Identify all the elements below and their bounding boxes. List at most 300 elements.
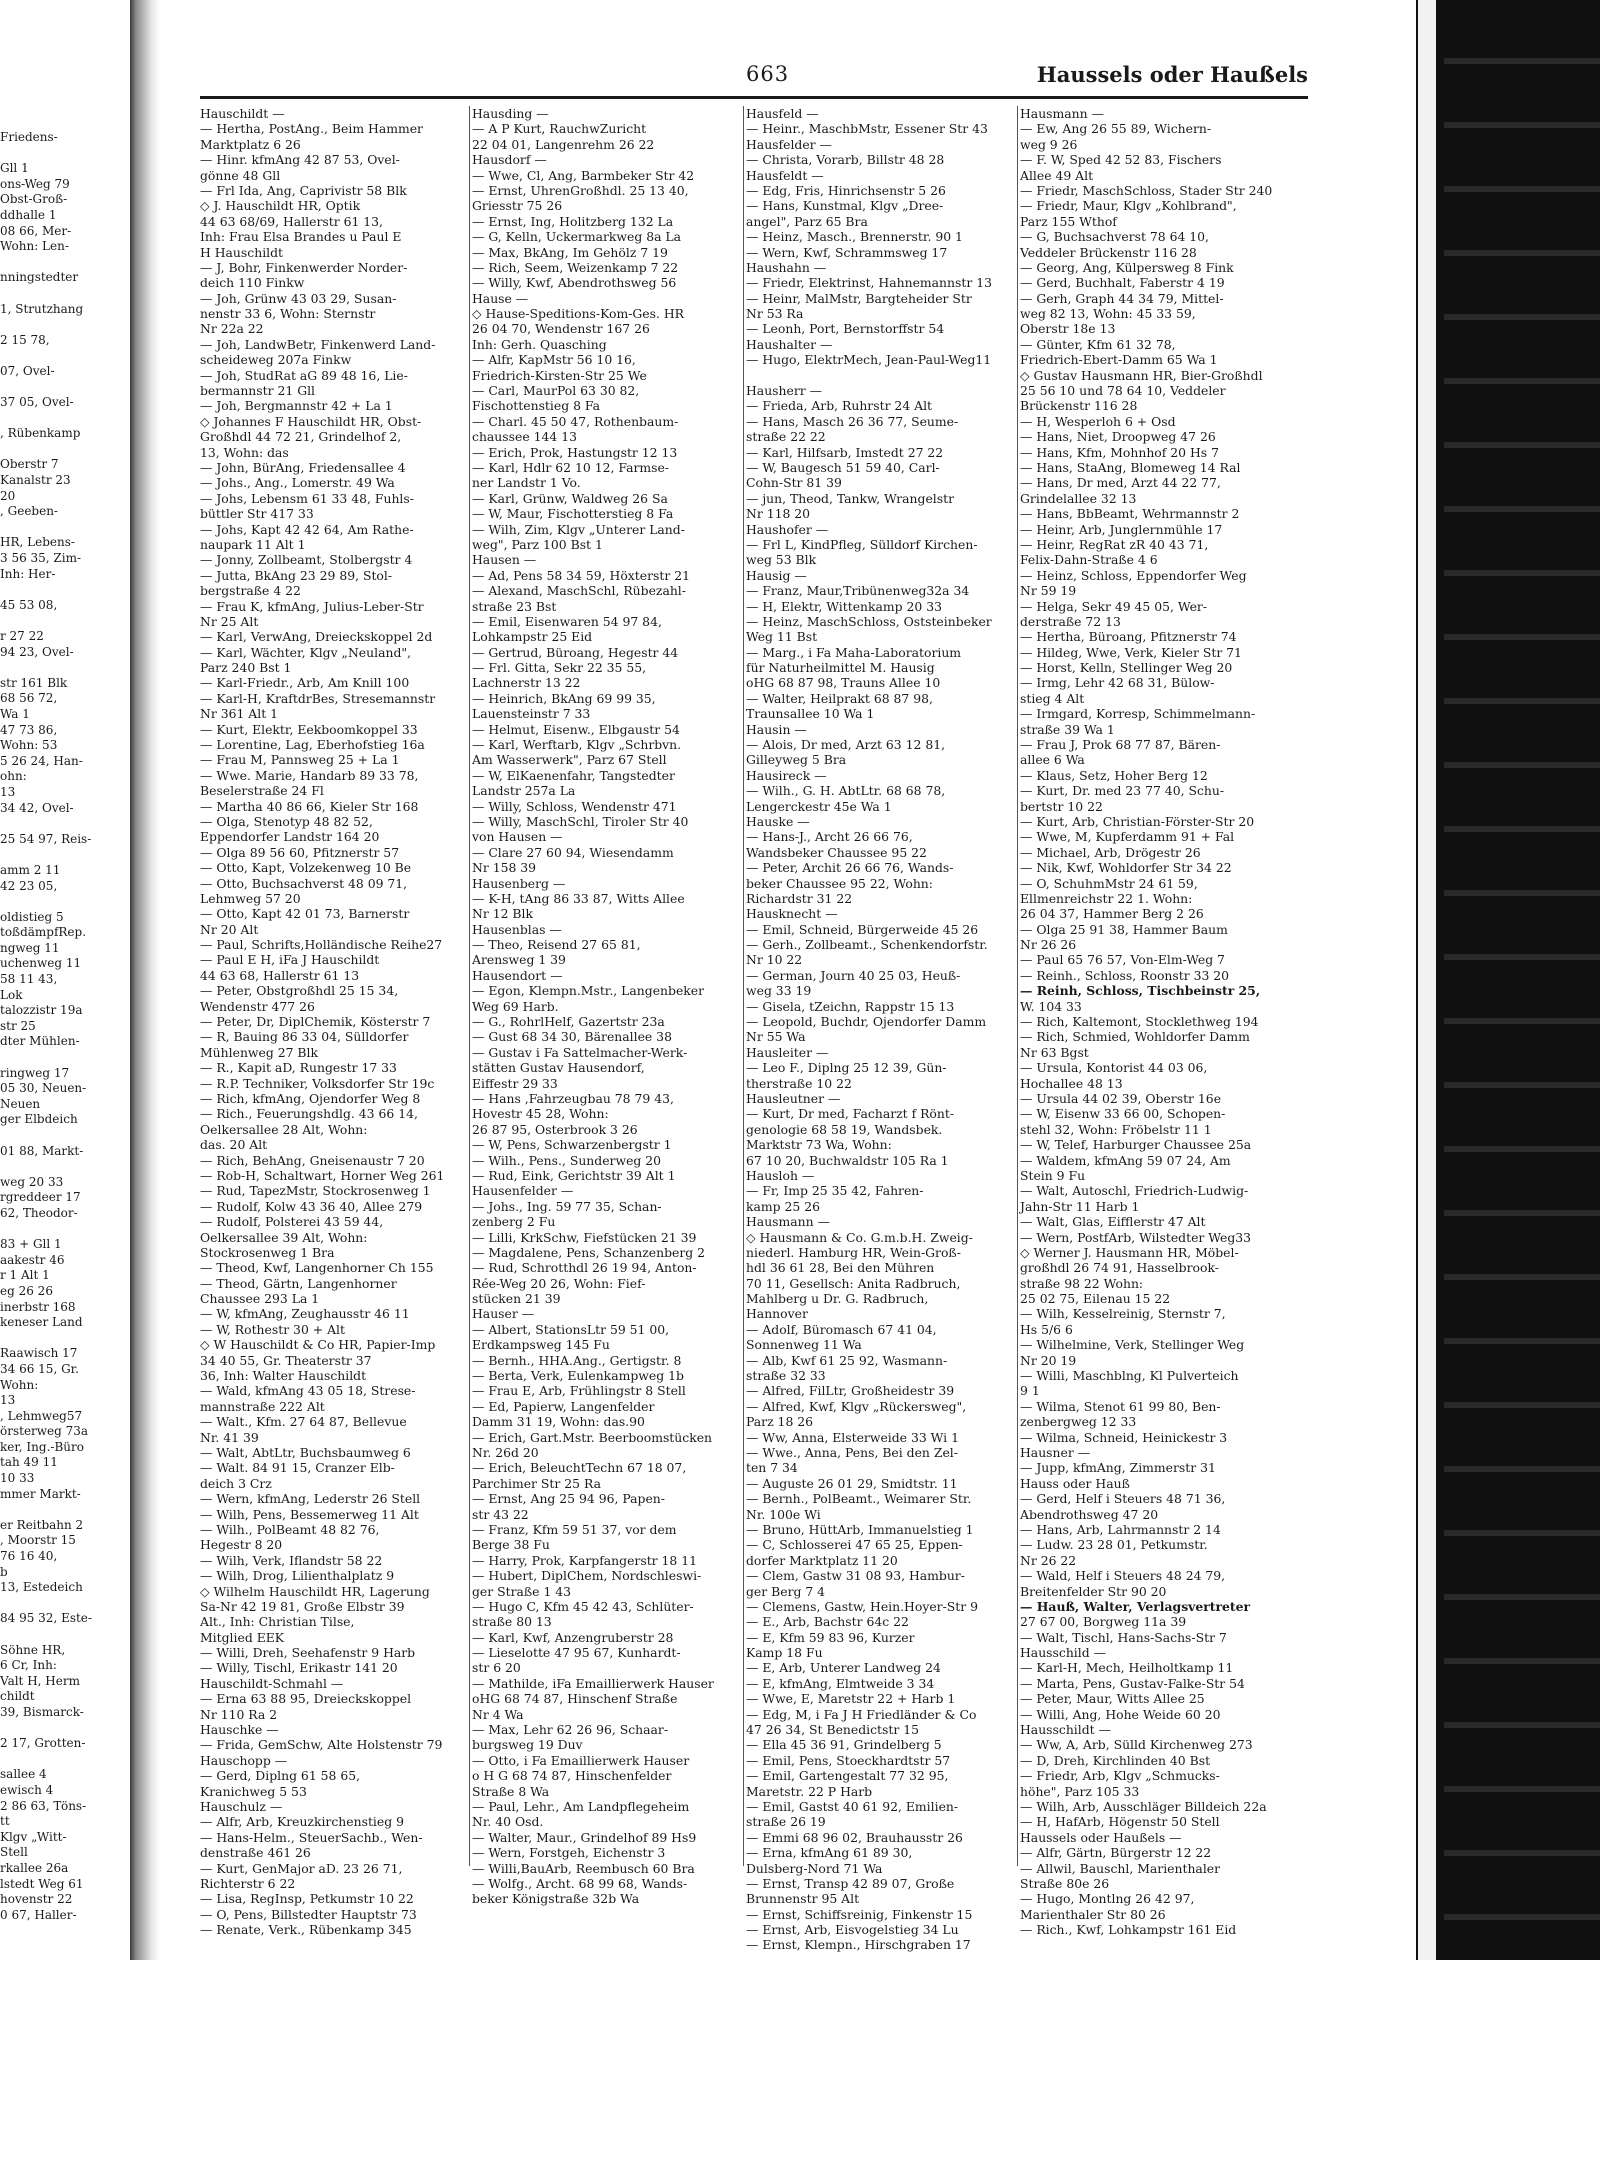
page-header: [200, 62, 1308, 98]
fragment-line: örsterweg 73a: [0, 1424, 89, 1439]
directory-entry: Wandsbeker Chaussee 95 22: [746, 844, 927, 860]
directory-entry: Lachnerstr 13 22: [472, 675, 581, 691]
directory-entry: — Alfred, FilLtr, Großheidestr 39: [746, 1383, 955, 1399]
directory-entry: ◇ Werner J. Hausmann HR, Möbel-: [1020, 1244, 1239, 1260]
directory-entry: Chaussee 293 La 1: [200, 1291, 320, 1307]
directory-entry: denstraße 461 26: [200, 1845, 311, 1861]
directory-entry: Nr. 26d 20: [472, 1444, 539, 1460]
fragment-line: [0, 255, 128, 271]
directory-entry: Straße 8 Wa: [472, 1783, 550, 1799]
directory-entry: — Charl. 45 50 47, Rothenbaum-: [472, 413, 679, 429]
fragment-line: er Reitbahn 2: [0, 1517, 84, 1532]
column-divider: [1017, 106, 1018, 1866]
directory-column-1: [200, 106, 466, 1938]
directory-entry: — Ernst, Klempn., Hirschgraben 17: [746, 1937, 971, 1953]
directory-entry: Dulsberg-Nord 71 Wa: [746, 1860, 883, 1876]
fragment-line: Raawisch 17: [0, 1346, 78, 1361]
directory-entry: — Rud, Eink, Gerichtstr 39 Alt 1: [472, 1167, 676, 1183]
directory-entry: stehl 32, Wohn: Fröbelstr 11 1: [1020, 1121, 1212, 1137]
directory-entry: — Hans-Helm., SteuerSachb., Wen-: [200, 1829, 423, 1845]
directory-entry: Griesstr 75 26: [472, 198, 563, 214]
directory-entry: — Hans, Kfm, Mohnhof 20 Hs 7: [1020, 444, 1219, 460]
directory-entry: — Johs., Ang., Lomerstr. 49 Wa: [200, 475, 395, 491]
fragment-line: [0, 520, 128, 536]
surname-heading: Haushahn —: [746, 259, 827, 275]
directory-entry: Alt., Inh: Christian Tilse,: [200, 1614, 355, 1630]
directory-entry: — Ernst, Schiffsreinig, Finkenstr 15: [746, 1906, 973, 1922]
directory-entry: — Paul 65 76 57, Von-Elm-Weg 7: [1020, 952, 1225, 968]
directory-entry: — Jonny, Zollbeamt, Stolbergstr 4: [200, 552, 413, 568]
fragment-line: [0, 1502, 128, 1518]
directory-entry: — Erich, Gart.Mstr. Beerboomstücken: [472, 1429, 713, 1445]
directory-entry: — F. W, Sped 42 52 83, Fischers: [1020, 152, 1222, 168]
fragment-line: Valt H, Herm: [0, 1673, 80, 1688]
fragment-line: 62, Theodor-: [0, 1205, 78, 1220]
directory-entry: — Frl Ida, Ang, Caprivistr 58 Blk: [200, 182, 407, 198]
fragment-line: ngweg 11: [0, 940, 60, 955]
directory-entry: — Gerh, Graph 44 34 79, Mittel-: [1020, 290, 1224, 306]
directory-entry: straße 32 33: [746, 1368, 826, 1384]
directory-entry: — Wwe. Marie, Handarb 89 33 78,: [200, 767, 419, 783]
directory-entry: — Irmgard, Korresp, Schimmelmann-: [1020, 706, 1256, 722]
fragment-line: 01 88, Markt-: [0, 1143, 84, 1158]
directory-entry: — Leo F., Diplng 25 12 39, Gün-: [746, 1060, 947, 1076]
fragment-line: b: [0, 1564, 8, 1579]
directory-entry: — Ed, Papierw, Langenfelder: [472, 1398, 655, 1414]
directory-entry: — Leonh, Port, Bernstorffstr 54: [746, 321, 945, 337]
running-head: Haussels oder Haußels: [1036, 62, 1308, 87]
surname-heading: Hausner —: [1020, 1444, 1091, 1460]
directory-entry: — Wilh, Drog, Lilienthalplatz 9: [200, 1568, 395, 1584]
directory-entry: — Gertrud, Büroang, Hegestr 44: [472, 644, 679, 660]
directory-entry: — Rich, BehAng, Gneisenaustr 7 20: [200, 1152, 425, 1168]
fragment-line: [0, 894, 128, 910]
fragment-line: 68 56 72,: [0, 691, 58, 706]
directory-entry: höhe", Parz 105 33: [1020, 1783, 1140, 1799]
directory-entry: allee 6 Wa: [1020, 752, 1085, 768]
directory-entry: — Emil, Gastst 40 61 92, Emilien-: [746, 1798, 959, 1814]
directory-entry: straße 23 Bst: [472, 598, 557, 614]
directory-entry: — Max, Lehr 62 26 96, Schaar-: [472, 1722, 669, 1738]
directory-entry: 47 26 34, St Benedictstr 15: [746, 1722, 919, 1738]
directory-entry: — Wwe., Anna, Pens, Bei den Zel-: [746, 1444, 958, 1460]
directory-entry: — Walt, AbtLtr, Buchsbaumweg 6: [200, 1444, 411, 1460]
fragment-line: keneser Land: [0, 1315, 83, 1330]
directory-entry: — Ad, Pens 58 34 59, Höxterstr 21: [472, 567, 690, 583]
directory-entry: — Ernst, Ang 25 94 96, Papen-: [472, 1491, 665, 1507]
directory-entry: Inh: Frau Elsa Brandes u Paul E: [200, 229, 402, 245]
directory-entry: — Walt., Kfm. 27 64 87, Bellevue: [200, 1414, 407, 1430]
fragment-line: Lok: [0, 987, 23, 1002]
fragment-line: 58 11 43,: [0, 972, 58, 987]
fragment-line: Klgv „Witt-: [0, 1829, 67, 1844]
directory-entry: — Hans, Kunstmal, Klgv „Dree-: [746, 198, 944, 214]
directory-entry: — Wald, kfmAng 43 05 18, Strese-: [200, 1383, 416, 1399]
directory-entry: Nr 26 22: [1020, 1552, 1077, 1568]
directory-entry: — Gerd, Diplng 61 58 65,: [200, 1768, 361, 1784]
directory-entry: dorfer Marktplatz 11 20: [746, 1552, 898, 1568]
surname-heading: Hauschke —: [200, 1722, 279, 1738]
directory-entry: — E, kfmAng, Elmtweide 3 34: [746, 1675, 935, 1691]
directory-entry: — Erna, kfmAng 61 89 30,: [746, 1845, 913, 1861]
directory-entry: — Johs., Ing. 59 77 35, Schan-: [472, 1198, 662, 1214]
directory-entry: — German, Journ 40 25 03, Heuß-: [746, 967, 961, 983]
directory-entry: — A P Kurt, RauchwZuricht: [472, 121, 647, 137]
directory-entry: weg 9 26: [1020, 136, 1078, 152]
directory-entry: Jahn-Str 11 Harb 1: [1020, 1198, 1140, 1214]
directory-entry: — Reinh, Schloss, Tischbeinstr 25,: [1020, 983, 1261, 999]
directory-entry: — Frieda, Arb, Ruhrstr 24 Alt: [746, 398, 933, 414]
directory-entry: — Alfr, Arb, Kreuzkirchenstieg 9: [200, 1814, 404, 1830]
directory-entry: — O, SchuhmMstr 24 61 59,: [1020, 875, 1198, 891]
directory-entry: stieg 4 Alt: [1020, 690, 1085, 706]
fragment-line: 39, Bismarck-: [0, 1704, 84, 1719]
directory-entry: Mühlenweg 27 Blk: [200, 1044, 319, 1060]
fragment-line: ringweg 17: [0, 1065, 70, 1080]
directory-entry: — E, Kfm 59 83 96, Kurzer: [746, 1629, 915, 1645]
directory-entry: — Horst, Kelln, Stellinger Weg 20: [1020, 660, 1233, 676]
fragment-line: tt: [0, 1814, 10, 1829]
directory-entry: Nr 53 Ra: [746, 306, 804, 322]
directory-entry: — Emil, Schneid, Bürgerweide 45 26: [746, 921, 979, 937]
directory-entry: bermannstr 21 Gll: [200, 383, 316, 399]
bleed-through-column: [1444, 0, 1600, 1960]
surname-heading: Hauschulz —: [200, 1798, 283, 1814]
directory-entry: Erdkampsweg 145 Fu: [472, 1337, 610, 1353]
directory-entry: — Willi, Maschblng, Kl Pulverteich: [1020, 1368, 1239, 1384]
fragment-line: [0, 1721, 128, 1737]
directory-entry: — Wolfg., Archt. 68 99 68, Wands-: [472, 1875, 688, 1891]
fragment-line: , Rübenkamp: [0, 426, 81, 441]
directory-entry: bergstraße 4 22: [200, 583, 301, 599]
surname-heading: Hausin —: [746, 721, 807, 737]
directory-entry: Nr 158 39: [472, 860, 537, 876]
directory-entry: Inh: Gerh. Quasching: [472, 336, 607, 352]
directory-entry: — R.P. Techniker, Volksdorfer Str 19c: [200, 1075, 435, 1091]
directory-entry: — Heinz, Schloss, Eppendorfer Weg: [1020, 567, 1247, 583]
fragment-line: 34 42, Ovel-: [0, 800, 74, 815]
directory-entry: — Karl, Wächter, Klgv „Neuland",: [200, 644, 412, 660]
fragment-line: ker, Ing.-Büro: [0, 1439, 84, 1454]
directory-entry: — Ernst, Transp 42 89 07, Große: [746, 1875, 955, 1891]
directory-entry: — Theod, Gärtn, Langenhorner: [200, 1275, 397, 1291]
directory-entry: — Johs, Kapt 42 42 64, Am Rathe-: [200, 521, 414, 537]
directory-entry: Beselerstraße 24 Fl: [200, 783, 324, 799]
fragment-line: Wohn: 53: [0, 738, 58, 753]
directory-entry: — Heinr, MalMstr, Bargteheider Str: [746, 290, 972, 306]
directory-entry: — Walt. 84 91 15, Cranzer Elb-: [200, 1460, 395, 1476]
fragment-line: talozzistr 19a: [0, 1003, 83, 1018]
fragment-line: 34 66 15, Gr.: [0, 1361, 79, 1376]
directory-entry: Nr 55 Wa: [746, 1029, 806, 1045]
directory-entry: — Karl, Grünw, Waldweg 26 Sa: [472, 490, 668, 506]
directory-entry: — Helmut, Eisenw., Elbgaustr 54: [472, 721, 680, 737]
directory-entry: — Olga 89 56 60, Pfitznerstr 57: [200, 844, 400, 860]
directory-entry: — G, Kelln, Uckermarkweg 8a La: [472, 229, 682, 245]
directory-entry: hdl 36 61 28, Bei den Mühren: [746, 1260, 935, 1276]
directory-entry: — Ernst, UhrenGroßhdl. 25 13 40,: [472, 182, 689, 198]
directory-entry: angel", Parz 65 Bra: [746, 213, 868, 229]
directory-entry: Kamp 18 Fu: [746, 1645, 823, 1661]
directory-entry: — Ursula, Kontorist 44 03 06,: [1020, 1060, 1208, 1076]
fragment-line: Stell: [0, 1845, 28, 1860]
directory-entry: Oelkersallee 39 Alt, Wohn:: [200, 1229, 368, 1245]
directory-entry: — Ludw. 23 28 01, Petkumstr.: [1020, 1537, 1208, 1553]
directory-entry: 36, Inh: Walter Hauschildt: [200, 1368, 367, 1384]
directory-entry: — Berta, Verk, Eulenkampweg 1b: [472, 1368, 684, 1384]
fragment-line: [0, 1331, 128, 1347]
directory-entry: — W, Pens, Schwarzenbergstr 1: [472, 1137, 672, 1153]
fragment-line: [0, 411, 128, 427]
directory-entry: Oelkersallee 28 Alt, Wohn:: [200, 1121, 368, 1137]
directory-entry: — Rich., Kwf, Lohkampstr 161 Eid: [1020, 1922, 1237, 1938]
directory-entry: — Joh, Bergmannstr 42 + La 1: [200, 398, 393, 414]
directory-entry: weg 53 Blk: [746, 552, 817, 568]
directory-entry: 70 11, Gesellsch: Anita Radbruch,: [746, 1275, 961, 1291]
directory-entry: Landstr 257a La: [472, 783, 576, 799]
directory-entry: Nr. 41 39: [200, 1429, 259, 1445]
surname-heading: Hausig —: [746, 567, 807, 583]
directory-entry: 34 40 55, Gr. Theaterstr 37: [200, 1352, 372, 1368]
fragment-line: [0, 1596, 128, 1612]
directory-entry: Oberstr 18e 13: [1020, 321, 1116, 337]
directory-entry: — Kurt, Dr med, Facharzt f Rönt-: [746, 1106, 955, 1122]
directory-entry: — Albert, StationsLtr 59 51 00,: [472, 1321, 670, 1337]
directory-entry: — John, BürAng, Friedensallee 4: [200, 459, 406, 475]
directory-entry: — Lisa, RegInsp, Petkumstr 10 22: [200, 1891, 414, 1907]
fragment-line: dter Mühlen-: [0, 1034, 80, 1049]
directory-entry: H Hauschildt: [200, 244, 284, 260]
fragment-line: 13, Estedeich: [0, 1580, 83, 1595]
directory-entry: 25 56 10 und 78 64 10, Veddeler: [1020, 383, 1226, 399]
fragment-line: 2 86 63, Töns-: [0, 1798, 87, 1813]
directory-entry: Marienthaler Str 80 26: [1020, 1906, 1166, 1922]
directory-entry: 26 04 37, Hammer Berg 2 26: [1020, 906, 1204, 922]
directory-entry: — Gustav i Fa Sattelmacher-Werk-: [472, 1044, 688, 1060]
fragment-line: Obst-Groß-: [0, 192, 68, 207]
directory-entry: Eppendorfer Landstr 164 20: [200, 829, 380, 845]
directory-entry: — Helga, Sekr 49 45 05, Wer-: [1020, 598, 1208, 614]
top-margin: [0, 0, 1600, 10]
directory-entry: — K-H, tAng 86 33 87, Witts Allee: [472, 890, 685, 906]
directory-entry: — Heinr, RegRat zR 40 43 71,: [1020, 536, 1209, 552]
fragment-line: [0, 442, 128, 458]
directory-entry: 67 10 20, Buchwaldstr 105 Ra 1: [746, 1152, 949, 1168]
directory-entry: — Rud, Schrotthdl 26 19 94, Anton-: [472, 1260, 697, 1276]
directory-entry: — Bernh., PolBeamt., Weimarer Str.: [746, 1491, 972, 1507]
directory-entry: — Heinz, Masch., Brennerstr. 90 1: [746, 229, 963, 245]
directory-entry: — Kurt, Dr. med 23 77 40, Schu-: [1020, 783, 1225, 799]
directory-entry: Nr 118 20: [746, 506, 811, 522]
directory-entry: — R, Bauing 86 33 04, Sülldorfer: [200, 1029, 409, 1045]
directory-entry: Cohn-Str 81 39: [746, 475, 842, 491]
directory-entry: Parz 18 26: [746, 1414, 814, 1430]
directory-entry: beker Chaussee 95 22, Wohn:: [746, 875, 933, 891]
fragment-line: eg 26 26: [0, 1283, 53, 1298]
directory-entry: — Wilh, Zim, Klgv „Unterer Land-: [472, 521, 685, 537]
directory-entry: Nr. 100e Wi: [746, 1506, 821, 1522]
directory-entry: — Gerd, Helf i Steuers 48 71 36,: [1020, 1491, 1226, 1507]
surname-heading: Hausfelder —: [746, 136, 832, 152]
directory-entry: Parchimer Str 25 Ra: [472, 1475, 601, 1491]
directory-column-2: [472, 106, 738, 1907]
fragment-line: [0, 380, 128, 396]
fragment-line: lstedt Weg 61: [0, 1876, 84, 1891]
surname-heading: Hausloh —: [746, 1167, 815, 1183]
directory-entry: Lehmweg 57 20: [200, 890, 301, 906]
fragment-line: toßdämpfRep.: [0, 925, 87, 940]
directory-entry: — Jutta, BkAng 23 29 89, Stol-: [200, 567, 393, 583]
fragment-line: 5 26 24, Han-: [0, 753, 83, 768]
surname-heading: Hauske —: [746, 813, 810, 829]
directory-entry: — Rich, kfmAng, Ojendorfer Weg 8: [200, 1091, 421, 1106]
directory-entry: — Hertha, PostAng., Beim Hammer: [200, 121, 423, 137]
page-number: 663: [746, 62, 790, 86]
fragment-line: , Lehmweg57: [0, 1408, 83, 1423]
directory-entry: — Wwe, Cl, Ang, Barmbeker Str 42: [472, 167, 695, 183]
directory-entry: büttler Str 417 33: [200, 506, 314, 522]
fragment-line: str 161 Blk: [0, 675, 68, 690]
directory-entry: Nr 20 19: [1020, 1352, 1077, 1368]
directory-entry: — Rich, Schmied, Wohldorfer Damm: [1020, 1029, 1250, 1045]
directory-entry: ◇ Hausmann & Co. G.m.b.H. Zweig-: [746, 1229, 973, 1245]
directory-entry: Hs 5/6 6: [1020, 1321, 1073, 1337]
fragment-line: HR, Lebens-: [0, 535, 75, 550]
fragment-line: 3 56 35, Zim-: [0, 551, 82, 566]
directory-entry: — Christa, Vorarb, Billstr 48 28: [746, 152, 945, 168]
fragment-line: uchenweg 11: [0, 956, 82, 971]
fragment-line: nningstedter: [0, 270, 79, 285]
directory-entry: — Frau M, Pannsweg 25 + La 1: [200, 752, 400, 768]
directory-entry: — Paul, Schrifts,Holländische Reihe27: [200, 937, 443, 953]
directory-entry: — Frau J, Prok 68 77 87, Bären-: [1020, 737, 1221, 753]
directory-entry: Nr 4 Wa: [472, 1706, 524, 1722]
directory-entry: ◇ Gustav Hausmann HR, Bier-Großhdl: [1020, 367, 1263, 383]
directory-entry: straße 98 22 Wohn:: [1020, 1275, 1144, 1291]
directory-entry: — O, Pens, Billstedter Hauptstr 73: [200, 1906, 417, 1922]
directory-entry: — Heinr., MaschbMstr, Essener Str 43: [746, 121, 988, 137]
fragment-line: 45 53 08,: [0, 597, 58, 612]
directory-entry: — Ww, Anna, Elsterweide 33 Wi 1: [746, 1429, 959, 1445]
directory-entry: — jun, Theod, Tankw, Wrangelstr: [746, 490, 955, 506]
surname-heading: Hause —: [472, 290, 529, 306]
fragment-line: Wohn:: [0, 1377, 39, 1392]
directory-entry: Weg 11 Bst: [746, 629, 818, 645]
directory-entry: — W, kfmAng, Zeughausstr 46 11: [200, 1306, 410, 1322]
directory-entry: — Hans ,Fahrzeugbau 78 79 43,: [472, 1091, 674, 1106]
directory-entry: — E, Arb, Unterer Landweg 24: [746, 1660, 941, 1676]
directory-entry: Nr 20 Alt: [200, 921, 259, 937]
directory-entry: gönne 48 Gll: [200, 167, 281, 183]
directory-entry: Lengerckestr 45e Wa 1: [746, 798, 892, 814]
directory-entry: — W, Baugesch 51 59 40, Carl-: [746, 459, 940, 475]
directory-entry: Hannover: [746, 1306, 808, 1322]
directory-entry: — Karl, Kwf, Anzengruberstr 28: [472, 1629, 674, 1645]
fragment-line: 47 73 86,: [0, 722, 58, 737]
directory-entry: — C, Schlosserei 47 65 25, Eppen-: [746, 1537, 963, 1553]
directory-entry: — Mathilde, iFa Emaillierwerk Hauser: [472, 1675, 714, 1691]
directory-entry: ◇ Wilhelm Hauschildt HR, Lagerung: [200, 1583, 430, 1599]
directory-entry: — Clare 27 60 94, Wiesendamm: [472, 844, 674, 860]
directory-entry: Stein 9 Fu: [1020, 1167, 1086, 1183]
directory-entry: — Ernst, Ing, Holitzberg 132 La: [472, 213, 674, 229]
directory-entry: — Frida, GemSchw, Alte Holstenstr 79: [200, 1737, 443, 1753]
directory-entry: Mahlberg u Dr. G. Radbruch,: [746, 1291, 929, 1307]
directory-entry: — Karl, Werftarb, Klgv „Schrbvn.: [472, 737, 682, 753]
directory-entry: Sa-Nr 42 19 81, Große Elbstr 39: [200, 1598, 405, 1614]
directory-entry: — Frau K, kfmAng, Julius-Leber-Str: [200, 598, 424, 614]
directory-entry: — Kurt, GenMajor aD. 23 26 71,: [200, 1860, 403, 1876]
directory-entry: — Fr, Imp 25 35 42, Fahren-: [746, 1183, 924, 1199]
directory-entry: — Heinr, Arb, Junglernmühle 17: [1020, 521, 1223, 537]
fragment-line: 42 23 05,: [0, 878, 58, 893]
surname-heading: Hausenberg —: [472, 875, 566, 891]
surname-heading: Hausknecht —: [746, 906, 838, 922]
directory-entry: — Hugo C, Kfm 45 42 43, Schlüter-: [472, 1598, 694, 1614]
bottom-margin: [0, 1960, 1600, 2177]
surname-heading: Hausen —: [472, 552, 537, 568]
directory-entry: nenstr 33 6, Wohn: Sternstr: [200, 306, 376, 322]
fragment-line: mmer Markt-: [0, 1486, 81, 1501]
fragment-line: 08 66, Mer-: [0, 223, 72, 238]
directory-entry: — Peter, Dr, DiplChemik, Kösterstr 7: [200, 1014, 431, 1030]
facing-page-fragment: [0, 130, 128, 1960]
directory-entry: straße 26 19: [746, 1814, 826, 1830]
directory-entry: — Lilli, KrkSchw, Fiefstücken 21 39: [472, 1229, 697, 1245]
directory-entry: — H, Wesperloh 6 + Osd: [1020, 413, 1176, 429]
surname-heading: Hauser —: [472, 1306, 535, 1322]
directory-entry: ger Straße 1 43: [472, 1583, 572, 1599]
fragment-line: Kanalstr 23: [0, 473, 71, 488]
directory-entry: — Karl-Friedr., Arb, Am Knill 100: [200, 675, 410, 691]
directory-entry: — E., Arb, Bachstr 64c 22: [746, 1614, 909, 1630]
directory-entry: Nr 10 22: [746, 952, 803, 968]
fragment-line: Inh: Her-: [0, 566, 56, 581]
directory-entry: ◇ Hause-Speditions-Kom-Ges. HR: [472, 306, 685, 322]
directory-entry: — Frl L, KindPfleg, Sülldorf Kirchen-: [746, 536, 978, 552]
surname-heading: Hausleutner —: [746, 1091, 841, 1106]
directory-entry: Friedrich-Kirsten-Str 25 We: [472, 367, 647, 383]
directory-entry: — Karl, Hdlr 62 10 12, Farmse-: [472, 459, 670, 475]
directory-entry: — Max, BkAng, Im Gehölz 7 19: [472, 244, 668, 260]
directory-entry: — Wern, PostfArb, Wilstedter Weg33: [1020, 1229, 1252, 1245]
directory-entry: genologie 68 58 19, Wandsbek.: [746, 1121, 943, 1137]
fragment-line: rgreddeer 17: [0, 1190, 81, 1205]
directory-entry: — Hans, BbBeamt, Wehrmannstr 2: [1020, 506, 1240, 522]
directory-entry: 27 67 00, Borgweg 11a 39: [1020, 1614, 1187, 1630]
fragment-line: [0, 1627, 128, 1643]
directory-entry: scheideweg 207a Finkw: [200, 352, 352, 368]
directory-entry: — Otto, Kapt, Volzekenweg 10 Be: [200, 860, 412, 876]
directory-entry: chaussee 144 13: [472, 429, 577, 445]
surname-heading: Hausleiter —: [746, 1044, 829, 1060]
directory-entry: Felix-Dahn-Straße 4 6: [1020, 552, 1158, 568]
column-divider: [469, 106, 470, 1866]
directory-entry: — Edg, M, i Fa J H Friedländer & Co: [746, 1706, 977, 1722]
directory-entry: Großhdl 44 72 21, Grindelhof 2,: [200, 429, 402, 445]
directory-entry: — Joh, LandwBetr, Finkenwerd Land-: [200, 336, 436, 352]
directory-entry: straße 39 Wa 1: [1020, 721, 1115, 737]
directory-entry: — Rud, TapezMstr, Stockrosenweg 1: [200, 1183, 431, 1199]
directory-entry: — Willi,BauArb, Reembusch 60 Bra: [472, 1860, 695, 1876]
directory-entry: — W, Rothestr 30 + Alt: [200, 1321, 345, 1337]
directory-entry: — Karl-H, Mech, Heilholtkamp 11: [1020, 1660, 1234, 1676]
directory-entry: — Walt, Tischl, Hans-Sachs-Str 7: [1020, 1629, 1227, 1645]
directory-entry: 44 63 68/69, Hallerstr 61 13,: [200, 213, 383, 229]
surname-heading: Haushofer —: [746, 521, 829, 537]
directory-entry: — Theod, Kwf, Langenhorner Ch 155: [200, 1260, 434, 1276]
directory-entry: von Hausen —: [472, 829, 563, 845]
